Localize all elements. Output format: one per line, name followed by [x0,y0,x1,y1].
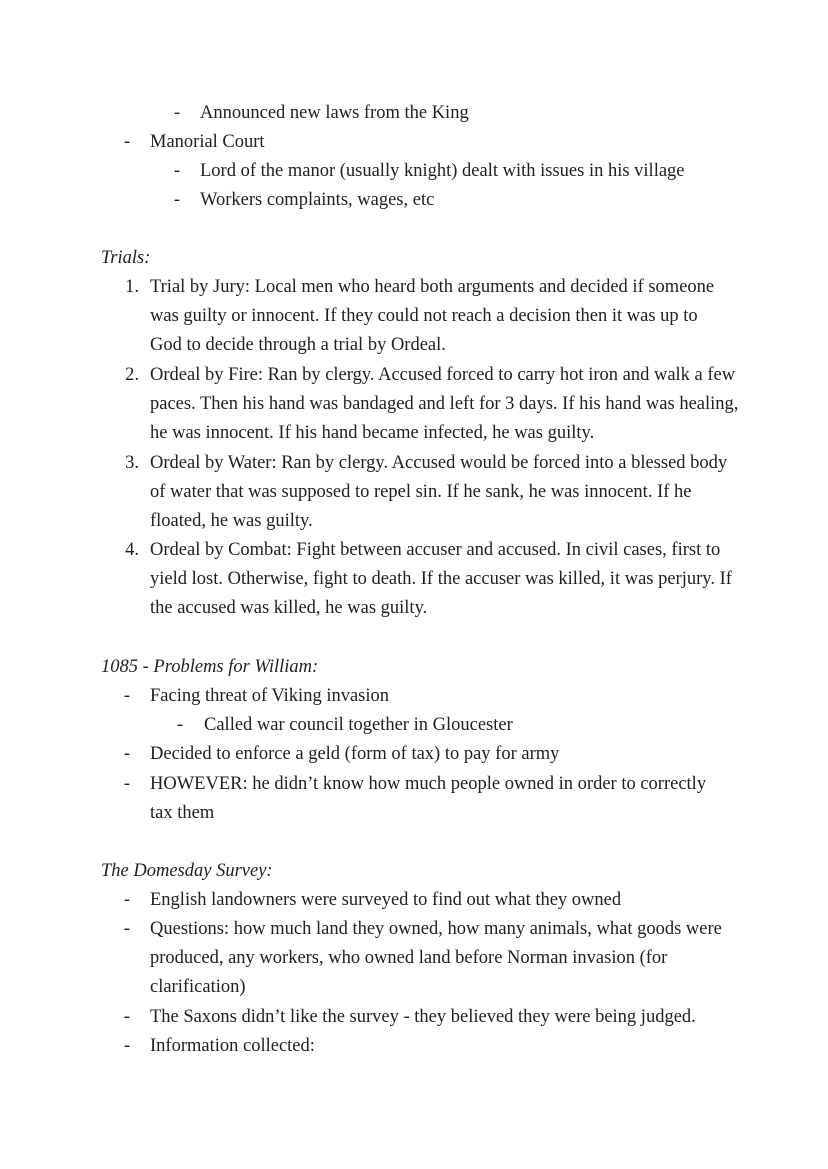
domesday-heading: The Domesday Survey: [101,861,273,881]
trial-number: 3. [125,453,139,473]
bullet-dash: - [123,919,131,939]
bullet-dash: - [123,686,131,706]
list-item-questions-continued: clarification) [150,977,246,997]
list-item-questions-continued: produced, any workers, who owned land before Norman invasion (for [150,948,668,968]
trial-line: Ordeal by Water: Ran by clergy. Accused would be forced into a blessed body [150,453,728,473]
bullet-dash: - [176,715,184,735]
list-item-however: HOWEVER: he didn’t know how much people owned in order to correctly [150,774,707,794]
problems-heading: 1085 - Problems for William: [101,657,319,677]
trial-line: floated, he was guilty. [150,511,313,531]
trial-number: 2. [125,365,139,385]
trial-line: the accused was killed, he was guilty. [150,598,428,618]
bullet-dash: - [123,1036,131,1056]
list-item-questions: Questions: how much land they owned, how many animals, what goods were [150,919,722,939]
trial-line: he was innocent. If his hand became infected, he was guilty. [150,423,595,443]
bullet-dash: - [123,890,131,910]
bullet-dash: - [173,103,181,123]
list-item-war-council: Called war council together in Gloucester [204,715,513,735]
trial-line: Trial by Jury: Local men who heard both arguments and decided if someone [150,277,715,297]
list-item-lord-of-manor: Lord of the manor (usually knight) dealt with issues in his village [200,161,685,181]
trial-line: Ordeal by Fire: Ran by clergy. Accused forced to carry hot iron and walk a few [150,365,736,385]
bullet-dash: - [173,161,181,181]
trial-line: paces. Then his hand was bandaged and left for 3 days. If his hand was healing, [150,394,739,414]
trials-heading: Trials: [101,248,151,268]
trial-line: Ordeal by Combat: Fight between accuser and accused. In civil cases, first to [150,540,721,560]
trial-line: of water that was supposed to repel sin. If he sank, he was innocent. If he [150,482,692,502]
list-item-landowners: English landowners were surveyed to find out what they owned [150,890,622,910]
trial-line: yield lost. Otherwise, fight to death. If the accuser was killed, it was perjury. If [150,569,732,589]
list-item-workers-complaints: Workers complaints, wages, etc [200,190,435,210]
list-item-viking-threat: Facing threat of Viking invasion [150,686,390,706]
list-item-geld: Decided to enforce a geld (form of tax) to pay for army [150,744,560,764]
list-item-information: Information collected: [150,1036,315,1056]
trial-number: 4. [125,540,139,560]
trial-line: God to decide through a trial by Ordeal. [150,335,446,355]
bullet-dash: - [123,132,131,152]
trial-line: was guilty or innocent. If they could not reach a decision then it was up to [150,306,698,326]
bullet-dash: - [123,774,131,794]
bullet-dash: - [123,744,131,764]
list-item-manorial-court: Manorial Court [150,132,265,152]
bullet-dash: - [173,190,181,210]
list-item-however-continued: tax them [150,803,215,823]
trial-number: 1. [125,277,139,297]
list-item-announced-laws: Announced new laws from the King [200,103,469,123]
list-item-saxons: The Saxons didn’t like the survey - they believed they were being judged. [150,1007,696,1027]
bullet-dash: - [123,1007,131,1027]
